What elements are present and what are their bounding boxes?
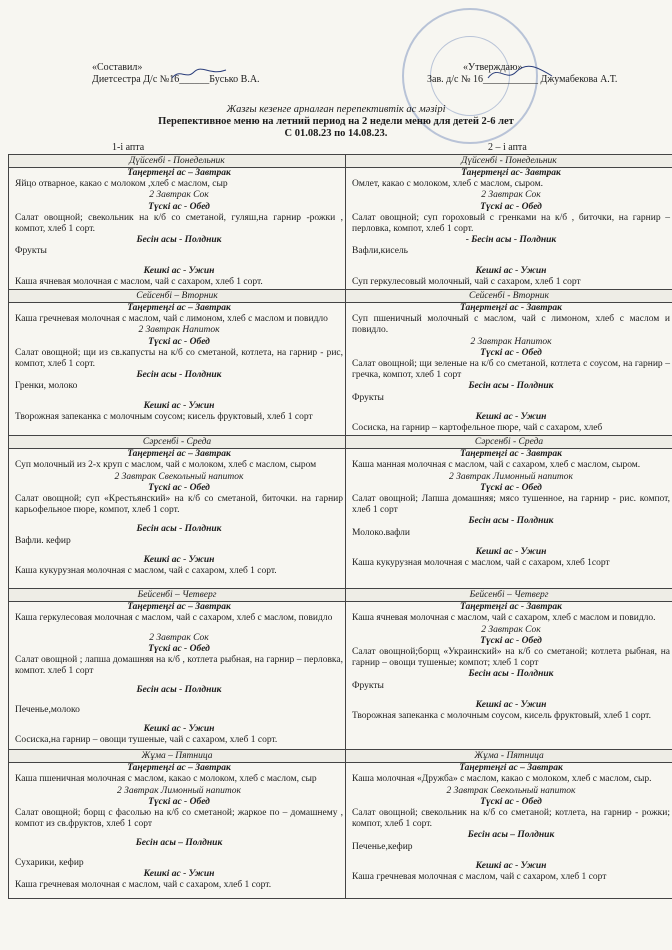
week2-day-2-menu: [346, 303, 672, 436]
dinner-text: Сосиска, на гарнир – картофельное пюре, чай с сахаром, хлеб: [352, 423, 603, 434]
afternoon-label: Бесін асы – Полдник: [135, 838, 223, 849]
afternoon-label: Бесін асы - Полдник: [136, 370, 222, 381]
afternoon-text: Гренки, молоко: [15, 381, 78, 392]
lunch-label: Түскі ас - Обед: [148, 796, 210, 807]
lunch-text: Салат овощной; свекольник на к/б со сметаной; котлета, на гарнир - рожки; компот, хлеб 1 сорт.: [352, 808, 670, 830]
week1-heading: 1-і апта: [112, 142, 145, 153]
dinner-label: Кешкі ас - Ужин: [143, 554, 215, 565]
dinner-text: Каша кукурузная молочная с маслом, чай с сахаром, хлеб 1сорт: [352, 558, 610, 569]
breakfast-text: Каша ячневая молочная с маслом, чай с сахаром, хлеб с маслом и повидло.: [352, 613, 656, 624]
breakfast-text: Каша манная молочная с маслом, чай с сахаром, хлеб с маслом, сыром.: [352, 460, 641, 471]
dinner-text: Сосиска,на гарнир – овощи тушеные, чай с сахаром, хлеб 1 сорт.: [15, 735, 278, 746]
week1-day-4-menu: [9, 602, 346, 750]
lunch-text: Салат овощной; щи из св.капусты на к/б со сметаной, котлета, на гарнир - рис, компот, хлеб 1 сорт.: [15, 347, 343, 370]
breakfast-text: Каша пшеничная молочная с маслом, какао с молоком, хлеб с маслом, сыр: [15, 774, 317, 785]
dinner-label: Кешкі ас - Ужин: [475, 860, 547, 871]
composer-signature: [170, 66, 230, 82]
lunch-text: Салат овощной; суп гороховый с гренками на к/б , биточки, на гарнир – перловка, компот, хлеб 1 сорт.: [352, 212, 670, 235]
breakfast-label: Таңертеңгі ас – Завтрак: [127, 763, 231, 774]
composer-approve-label: «Составил»: [92, 62, 143, 73]
snack-label: 2 Завтрак Свекольный напиток: [114, 471, 244, 482]
week2-day-3-menu: [346, 449, 672, 589]
dinner-label: Кешкі ас - Ужин: [143, 868, 215, 879]
breakfast-text: Яйцо отварное, какао с молоком ,хлеб с маслом, сыр: [15, 179, 228, 190]
breakfast-label: Таңертеңгі ас - Завтрак: [459, 303, 562, 314]
snack-label: 2 Завтрак Свекольный напиток: [446, 785, 576, 796]
dinner-text: Каша гречневая молочная с маслом, чай с сахаром, хлеб 1 сорт: [352, 872, 607, 883]
afternoon-label: - Бесін асы - Полдник: [465, 235, 557, 246]
lunch-text: Салат овощной; борщ с фасолью на к/б со сметаной; жаркое по – домашнему , компот из св.фруктов, хлеб 1 сорт: [15, 808, 343, 830]
dinner-label: Кешкі ас - Ужин: [143, 265, 215, 276]
snack-label: 2 Завтрак Напиток: [138, 325, 220, 336]
week2-day-1: Дүйсенбі - Понедельник: [346, 155, 672, 168]
snack-label: 2 Завтрак Сок: [481, 624, 541, 635]
snack-label: 2 Завтрак Сок: [481, 190, 541, 201]
afternoon-text: Фрукты: [352, 680, 384, 691]
dinner-label: Кешкі ас - Ужин: [143, 400, 215, 411]
dinner-label: Кешкі ас - Ужин: [143, 723, 215, 734]
afternoon-text: Молоко.вафли: [352, 527, 410, 538]
afternoon-label: Бесін асы – Полдник: [467, 830, 555, 841]
lunch-text: Салат овощной; щи зеленые на к/б со сметаной, котлета с соусом, на гарнир – гречка, компот, хлеб 1 сорт: [352, 359, 670, 381]
dinner-label: Кешкі ас - Ужин: [475, 265, 547, 276]
dinner-label: Кешкі ас - Ужин: [475, 411, 547, 422]
breakfast-text: Каша гречневая молочная с маслом, чай с лимоном, хлеб с маслом и повидло: [15, 314, 328, 325]
menu-table: [8, 154, 672, 899]
dinner-text: Каша гречневая молочная с маслом, чай с сахаром, хлеб 1 сорт.: [15, 880, 272, 891]
afternoon-label: Бесін асы - Полдник: [136, 235, 222, 246]
week1-day-2-menu: [9, 303, 346, 436]
week1-day-4: Бейсенбі – Четверг: [9, 589, 346, 602]
dinner-label: Кешкі ас - Ужин: [475, 546, 547, 557]
afternoon-text: Вафли,кисель: [352, 246, 408, 257]
breakfast-label: Таңертеңгі ас – Завтрак: [127, 168, 231, 178]
week1-day-1-menu: [9, 168, 346, 290]
breakfast-text: Каша геркулесовая молочная с маслом, чай с сахаром, хлеб с маслом, повидло: [15, 613, 333, 624]
week1-day-1: Дүйсенбі - Понедельник: [9, 155, 346, 168]
afternoon-label: Бесін асы - Полдник: [136, 685, 222, 696]
dinner-label: Кешкі ас - Ужин: [475, 699, 547, 710]
dinner-text: Каша кукурузная молочная с маслом, чай с сахаром, хлеб 1 сорт.: [15, 566, 277, 577]
afternoon-text: Сухарики, кефир: [15, 857, 84, 868]
dinner-text: Творожная запеканка с молочным соусом, кисель фруктовый, хлеб 1 сорт.: [352, 711, 651, 722]
week2-heading: 2 – і апта: [488, 142, 527, 153]
lunch-text: Салат овощной; суп «Крестьянский» на к/б со сметаной, биточки. на гарнир карьофельное пюре, компот, хлеб 1 сорт.: [15, 494, 343, 516]
afternoon-text: Печенье,молоко: [15, 704, 80, 715]
snack-label: 2 Завтрак Лимонный напиток: [449, 471, 573, 482]
approver-signature-line: Зав. д/с № 16___________ Джумабекова А.Т.: [427, 74, 618, 85]
breakfast-label: Таңертеңгі ас – Завтрак: [127, 449, 231, 460]
title-russian: Перепективное меню на летний период на 2 недели меню для детей 2-6 лет: [158, 116, 514, 127]
week2-day-2: Сейсенбі - Вторник: [346, 290, 672, 303]
week2-day-5: Жұма - Пятница: [346, 750, 672, 763]
afternoon-label: Бесін асы - Полдник: [468, 516, 554, 527]
week1-day-5: Жұма – Пятница: [9, 750, 346, 763]
week2-day-1-menu: [346, 168, 672, 290]
breakfast-label: Таңертеңгі ас - Завтрак: [459, 449, 562, 460]
breakfast-text: Суп молочный из 2-х круп с маслом, чай с молоком, хлеб с маслом, сыром: [15, 460, 317, 471]
approver-approve-label: «Утверждаю»: [463, 62, 523, 73]
week2-day-4: Бейсенбі – Четверг: [346, 589, 672, 602]
lunch-label: Түскі ас - Обед: [480, 347, 542, 358]
lunch-label: Түскі ас - Обед: [148, 643, 210, 654]
lunch-label: Түскі ас - Обед: [480, 635, 542, 646]
afternoon-label: Бесін асы - Полдник: [468, 381, 554, 392]
week1-day-5-menu: [9, 763, 346, 899]
breakfast-text: Суп пшеничный молочный с маслом, чай с лимоном, хлеб с маслом и повидло.: [352, 314, 670, 336]
dinner-text: Творожная запеканка с молочным соусом; кисель фруктовый, хлеб 1 сорт: [15, 411, 313, 422]
afternoon-text: Фрукты: [352, 392, 384, 403]
week1-day-2: Сейсенбі – Вторник: [9, 290, 346, 303]
week2-day-5-menu: [346, 763, 672, 899]
week1-day-3: Сәрсенбі - Среда: [9, 436, 346, 449]
lunch-text: Салат овощной ; лапша домашняя на к/б , котлета рыбная, на гарнир – перловка, компот. хлеб 1 сорт: [15, 655, 343, 677]
breakfast-label: Таңертеңгі ас – Завтрак: [459, 763, 563, 774]
lunch-text: Салат овощной; свекольник на к/б со сметаной, гуляш,на гарнир -рожки , компот, хлеб 1 сорт.: [15, 212, 343, 235]
breakfast-text: Омлет, какао с молоком, хлеб с маслом, сыром.: [352, 179, 543, 190]
lunch-text: Салат овощной;борщ «Украинский» на к/б со сметаной; котлета рыбная, на гарнир – овощи тушеные; компот; хлеб 1 сорт: [352, 647, 670, 669]
week2-day-3: Сәрсенбі - Среда: [346, 436, 672, 449]
afternoon-label: Бесін асы - Полдник: [136, 524, 222, 535]
afternoon-label: Бесін асы - Полдник: [468, 669, 554, 680]
week2-day-4-menu: [346, 602, 672, 750]
breakfast-text: Каша молочная «Дружба» с маслом, какао с молоком, хлеб с маслом, сыр.: [352, 774, 652, 785]
afternoon-text: Вафли. кефир: [15, 535, 71, 546]
lunch-text: Салат овощной; Лапша домашняя; мясо тушенное, на гарнир - рис. компот, хлеб 1 сорт: [352, 494, 670, 516]
snack-label: 2 Завтрак Напиток: [470, 336, 552, 347]
lunch-label: Түскі ас - Обед: [480, 201, 542, 212]
lunch-label: Түскі ас - Обед: [148, 201, 210, 212]
breakfast-label: Таңертеңгі ас- Завтрак: [461, 168, 561, 178]
lunch-label: Түскі ас - Обед: [480, 482, 542, 493]
afternoon-text: Печенье,кефир: [352, 841, 413, 852]
approver-signature: [486, 64, 556, 84]
snack-label: 2 Завтрак Лимонный напиток: [117, 785, 241, 796]
composer-signature-line: Диетсестра Д/с №16______Бусько В.А.: [92, 74, 260, 85]
breakfast-label: Таңертеңгі ас - Завтрак: [459, 602, 562, 613]
snack-label: 2 Завтрак Сок: [149, 632, 209, 643]
breakfast-label: Таңертеңгі ас – Завтрак: [127, 602, 231, 613]
title-kazakh: Жазғы кезенге арналған перепективтік ас мәзірі: [226, 104, 446, 115]
dinner-text: Каша ячневая молочная с маслом, чай с сахаром, хлеб 1 сорт.: [15, 276, 263, 287]
breakfast-label: Таңертеңгі ас – Завтрак: [127, 303, 231, 314]
afternoon-text: Фрукты: [15, 246, 47, 257]
week1-day-3-menu: [9, 449, 346, 589]
title-dates: С 01.08.23 по 14.08.23.: [284, 128, 388, 139]
lunch-label: Түскі ас - Обед: [148, 482, 210, 493]
lunch-label: Түскі ас - Обед: [148, 336, 210, 347]
snack-label: 2 Завтрак Сок: [149, 190, 209, 201]
dinner-text: Суп геркулесовый молочный, чай с сахаром, хлеб 1 сорт: [352, 276, 581, 287]
lunch-label: Түскі ас - Обед: [480, 796, 542, 807]
